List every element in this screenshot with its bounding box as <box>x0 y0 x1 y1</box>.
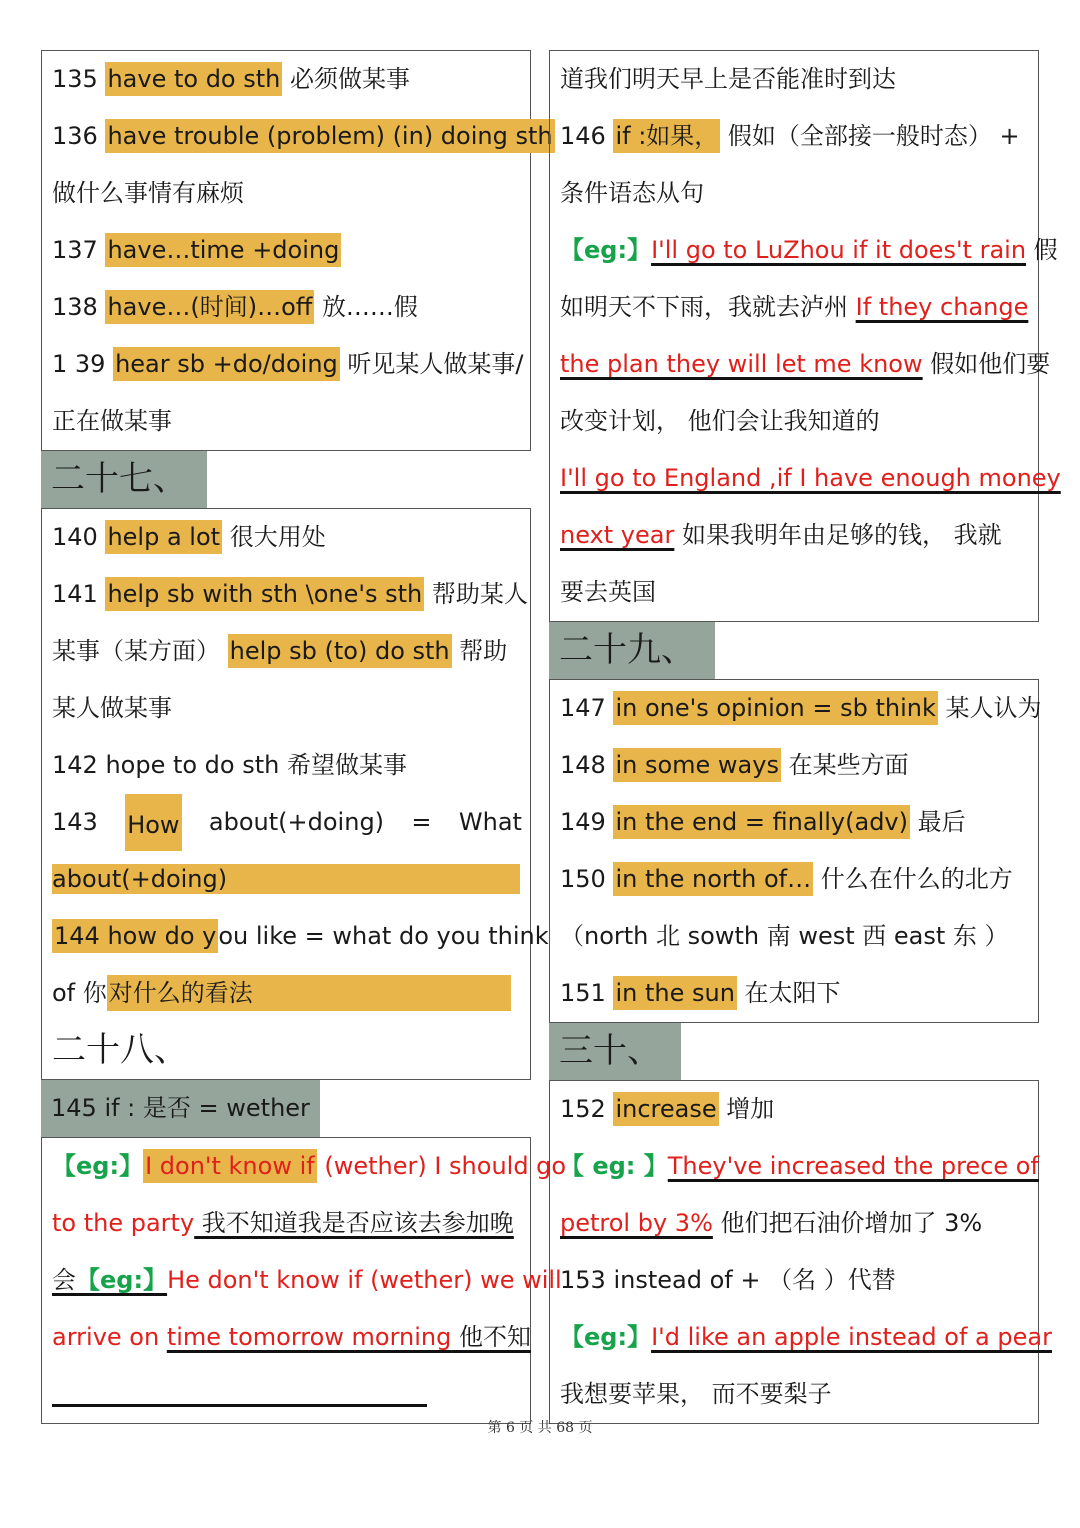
entries-152-153-box <box>549 1080 1052 1424</box>
example-146-2-meaning: 改变计划， 他们会让我知道的 <box>560 407 880 435</box>
phrase-highlight: about(+doing) <box>52 864 520 894</box>
example-146-3: I'll go to England ,if I have enough money <box>560 464 1061 492</box>
phrase-highlight: have…(时间)…off <box>105 290 314 324</box>
entry-136-meaning: 做什么事情有麻烦 <box>52 179 244 207</box>
left-column <box>41 50 567 1424</box>
phrase-highlight: if :如果， <box>613 119 720 153</box>
example-152: 【 eg: 】They've increased the prece of <box>560 1152 1039 1180</box>
entry-143-cont <box>52 851 522 908</box>
phrase-highlight: in some ways <box>613 748 781 782</box>
section-heading-29: 二十九、 <box>549 622 715 679</box>
entry-138: 138 have…(时间)…off 放……假 <box>52 279 522 336</box>
example-145-2-cont: arrive on time tomorrow morning 他不知 <box>52 1323 532 1351</box>
section-heading-28: 二十八、 <box>52 1030 188 1070</box>
entries-147-151-box <box>549 679 1042 1023</box>
phrase-highlight: have…time +doing <box>105 233 341 267</box>
entry-141-cont: 某事（某方面） help sb (to) do sth 帮助 <box>52 623 522 680</box>
entries-135-139-box <box>41 50 553 451</box>
entry-146-box <box>549 50 1061 622</box>
example-146-1: 【eg:】I'll go to LuZhou if it does't rain 假 <box>560 236 1058 264</box>
section-heading-30: 三十、 <box>549 1023 681 1080</box>
entry-139-meaning: 正在做某事 <box>52 407 172 435</box>
eg-label: 【eg:】 <box>76 1266 168 1294</box>
phrase-highlight: in the north of… <box>613 862 813 896</box>
entry-145: 145 if : 是否 = wether <box>41 1080 320 1137</box>
entry-145-translation-cont: 道我们明天早上是否能准时到达 <box>560 65 896 93</box>
example-146-2: 如明天不下雨，我就去泸州 If they change <box>560 293 1029 321</box>
phrase-highlight: in the sun <box>613 976 736 1010</box>
phrase-highlight: 144 how do y <box>52 919 218 953</box>
entry-150-directions: （north 北 sowth 南 west 西 east 东 ） <box>560 922 1009 950</box>
example-146-3-cont: next year 如果我明年由足够的钱， 我就 <box>560 521 1002 549</box>
entry-141-meaning: 某人做某事 <box>52 694 172 722</box>
eg-label: 【eg:】 <box>560 236 652 264</box>
entry-144-cont: of 你对什么的看法 <box>52 965 522 1022</box>
example-145-2: 会【eg:】He don't know if (wether) we will <box>52 1266 562 1294</box>
right-column <box>549 50 1061 1424</box>
entry-145-examples-box <box>41 1137 567 1424</box>
entry-137: 137 have…time +doing <box>52 222 522 279</box>
phrase-highlight: help sb (to) do sth <box>228 634 452 668</box>
phrase-highlight: How <box>125 794 181 851</box>
entry-143: 143 How about(+doing) = What <box>52 794 522 851</box>
example-152-cont: petrol by 3% 他们把石油价增加了 3% <box>560 1209 983 1237</box>
phrase-highlight: 对什么的看法 <box>107 975 511 1011</box>
entry-141: 141 help sb with sth \one's sth 帮助某人 <box>52 566 522 623</box>
entry-151: 151 in the sun 在太阳下 <box>560 965 1030 1022</box>
example-145-1: 【eg:】I don't know if (wether) I should go <box>52 1138 522 1195</box>
example-153: 【eg:】I'd like an apple instead of a pear <box>560 1323 1052 1351</box>
entry-136: 136 have trouble (problem) (in) doing sth <box>52 108 522 165</box>
phrase-highlight: increase <box>613 1092 718 1126</box>
phrase-highlight: hear sb +do/doing <box>113 347 340 381</box>
entry-135: 135 have to do sth 必须做某事 <box>52 51 522 108</box>
phrase-highlight: help a lot <box>105 520 222 554</box>
entry-139: 1 39 hear sb +do/doing 听见某人做某事/ <box>52 336 522 393</box>
entry-148: 148 in some ways 在某些方面 <box>560 737 1030 794</box>
phrase-highlight: in one's opinion = sb think <box>613 691 937 725</box>
phrase-highlight: have trouble (problem) (in) doing sth <box>105 119 554 153</box>
entry-152: 152 increase 增加 <box>560 1081 1030 1138</box>
entry-140: 140 help a lot 很大用处 <box>52 509 522 566</box>
entry-147: 147 in one's opinion = sb think 某人认为 <box>560 680 1030 737</box>
entry-146: 146 if :如果， 假如（全部接一般时态） + <box>560 108 1030 165</box>
entry-142: 142 hope to do sth 希望做某事 <box>52 751 407 779</box>
example-146-2-cont: the plan they will let me know 假如他们要 <box>560 350 1051 378</box>
phrase-highlight: have to do sth <box>105 62 282 96</box>
example-145-1-cont: to the party 我不知道我是否应该去参加晚 <box>52 1209 514 1237</box>
example-153-meaning: 我想要苹果， 而不要梨子 <box>560 1380 832 1408</box>
section-heading-27: 二十七、 <box>41 451 207 508</box>
entry-144: 144 how do you like = what do you think <box>52 908 522 965</box>
entries-140-144-box <box>41 508 549 1080</box>
entry-153: 153 instead of + （名 ）代替 <box>560 1266 896 1294</box>
page-footer: 第 6 页 共 68 页 <box>487 1420 593 1436</box>
eg-label: 【eg:】 <box>52 1152 144 1180</box>
entry-150: 150 in the north of… 什么在什么的北方 <box>560 851 1030 908</box>
phrase-highlight: in the end = finally(adv) <box>613 805 910 839</box>
answer-blank-line <box>52 1366 522 1423</box>
example-146-3-meaning: 要去英国 <box>560 578 656 606</box>
eg-label: 【 eg: 】 <box>560 1152 668 1180</box>
eg-label: 【eg:】 <box>560 1323 652 1351</box>
entry-146-cont: 条件语态从句 <box>560 179 704 207</box>
entry-149: 149 in the end = finally(adv) 最后 <box>560 794 1030 851</box>
phrase-highlight: help sb with sth \one's sth <box>105 577 424 611</box>
